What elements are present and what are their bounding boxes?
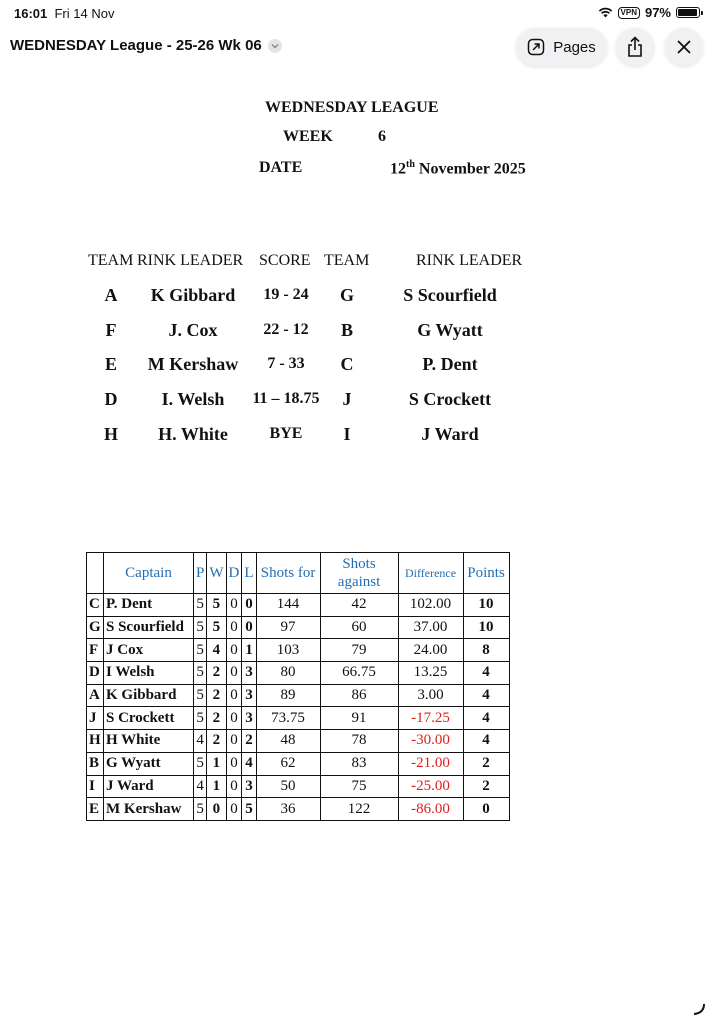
fixture-score: 22 - 12 [263, 321, 309, 338]
cell-drawn: 0 [226, 798, 242, 821]
cell-captain: P. Dent [104, 594, 194, 617]
close-icon [676, 39, 692, 55]
cell-lost: 3 [242, 684, 256, 707]
fixture-leader-2: J Ward [421, 424, 479, 444]
cell-points: 2 [463, 752, 509, 775]
cell-points: 10 [463, 594, 509, 617]
fixture-team-2: C [340, 354, 354, 374]
close-button[interactable] [665, 28, 703, 66]
chevron-down-icon[interactable] [268, 39, 282, 53]
cell-shots-for: 73.75 [256, 707, 320, 730]
cell-shots-against: 66.75 [320, 662, 398, 685]
share-button[interactable] [616, 28, 654, 66]
cell-won: 2 [207, 684, 226, 707]
cell-drawn: 0 [226, 775, 242, 798]
cell-shots-for: 97 [256, 616, 320, 639]
pages-label: Pages [553, 38, 596, 56]
fixture-leader-1: I. Welsh [161, 389, 225, 409]
date-label: DATE [259, 159, 303, 176]
cell-team: E [87, 798, 104, 821]
cell-points: 4 [463, 684, 509, 707]
cell-lost: 3 [242, 707, 256, 730]
cell-shots-against: 122 [320, 798, 398, 821]
fixture-team-1: F [105, 320, 117, 340]
cell-won: 2 [207, 662, 226, 685]
cell-won: 2 [207, 707, 226, 730]
cell-won: 2 [207, 730, 226, 753]
header-drawn: D [226, 553, 242, 594]
open-external-icon [527, 38, 545, 56]
cell-won: 1 [207, 752, 226, 775]
cell-won: 0 [207, 798, 226, 821]
header-lost: L [242, 553, 256, 594]
cell-played: 5 [194, 752, 207, 775]
table-body [87, 594, 510, 821]
cell-team: F [87, 639, 104, 662]
week-value: 6 [378, 128, 386, 145]
pages-button[interactable] [516, 28, 607, 66]
status-time-date [14, 6, 114, 21]
cell-difference: -25.00 [398, 775, 463, 798]
cell-drawn: 0 [226, 684, 242, 707]
cell-captain: S Crockett [104, 707, 194, 730]
table-row [87, 639, 510, 662]
cell-captain: G Wyatt [104, 752, 194, 775]
share-icon [626, 36, 644, 58]
cell-shots-against: 60 [320, 616, 398, 639]
cell-shots-for: 48 [256, 730, 320, 753]
fixture-team-2: J [342, 389, 352, 409]
fixture-score: 11 – 18.75 [252, 390, 320, 407]
fixture-header-leader-2: RINK LEADER [416, 252, 523, 269]
table-row [87, 730, 510, 753]
fixture-leader-2: S Crockett [408, 389, 492, 409]
fixture-team-2: G [339, 285, 355, 305]
cell-drawn: 0 [226, 616, 242, 639]
cell-difference: 37.00 [398, 616, 463, 639]
cell-drawn: 0 [226, 707, 242, 730]
cell-shots-against: 86 [320, 684, 398, 707]
table-row [87, 616, 510, 639]
fixture-leader-2: S Scourfield [403, 285, 497, 305]
cell-shots-for: 80 [256, 662, 320, 685]
cell-shots-for: 144 [256, 594, 320, 617]
cell-shots-for: 36 [256, 798, 320, 821]
fixture-team-2: I [343, 424, 351, 444]
fixture-team-1: A [104, 285, 118, 305]
cell-drawn: 0 [226, 662, 242, 685]
cell-shots-against: 75 [320, 775, 398, 798]
fixture-leader-1: K Gibbard [150, 285, 236, 305]
cell-difference: 3.00 [398, 684, 463, 707]
cell-captain: S Scourfield [104, 616, 194, 639]
cell-captain: J Ward [104, 775, 194, 798]
header-difference: Difference [398, 553, 463, 594]
cell-captain: K Gibbard [104, 684, 194, 707]
fixture-score: BYE [269, 425, 303, 442]
cell-team: B [87, 752, 104, 775]
cell-team: H [87, 730, 104, 753]
cell-difference: -86.00 [398, 798, 463, 821]
cell-shots-for: 50 [256, 775, 320, 798]
header-shots-against-line1: Shots [342, 556, 376, 572]
cell-points: 2 [463, 775, 509, 798]
cell-captain: J Cox [104, 639, 194, 662]
vpn-badge: VPN [618, 7, 640, 19]
cell-shots-against: 83 [320, 752, 398, 775]
cell-lost: 4 [242, 752, 256, 775]
cell-team: C [87, 594, 104, 617]
cell-won: 4 [207, 639, 226, 662]
date-rest: November 2025 [418, 160, 526, 178]
fixture-header-team-1: TEAM [88, 252, 134, 269]
fixture-score: 7 - 33 [267, 355, 305, 372]
header-won: W [207, 553, 226, 594]
cell-played: 5 [194, 639, 207, 662]
document-title: WEDNESDAY League - 25-26 Wk 06 [10, 37, 262, 54]
table-row [87, 662, 510, 685]
cell-lost: 0 [242, 594, 256, 617]
date-day: 12 [390, 160, 406, 178]
fixture-leader-1: M Kershaw [147, 354, 239, 374]
cell-drawn: 0 [226, 752, 242, 775]
cell-team: A [87, 684, 104, 707]
league-table [86, 552, 510, 821]
header-team [87, 553, 104, 594]
table-row [87, 798, 510, 821]
cell-shots-for: 62 [256, 752, 320, 775]
cell-difference: -17.25 [398, 707, 463, 730]
cell-captain: H White [104, 730, 194, 753]
cell-points: 8 [463, 639, 509, 662]
cell-difference: -30.00 [398, 730, 463, 753]
cell-played: 5 [194, 594, 207, 617]
toolbar [0, 26, 712, 68]
fixture-leader-2: G Wyatt [417, 320, 483, 340]
fixture-leader-1: J. Cox [168, 320, 218, 340]
cell-lost: 1 [242, 639, 256, 662]
table-header-row [87, 553, 510, 594]
cell-difference: 13.25 [398, 662, 463, 685]
header-shots-for: Shots for [256, 553, 320, 594]
cell-lost: 2 [242, 730, 256, 753]
fixture-header-score: SCORE [259, 252, 311, 269]
cell-points: 4 [463, 662, 509, 685]
cell-lost: 5 [242, 798, 256, 821]
cell-shots-against: 78 [320, 730, 398, 753]
cell-difference: 24.00 [398, 639, 463, 662]
cell-played: 5 [194, 662, 207, 685]
cell-played: 5 [194, 707, 207, 730]
cell-points: 0 [463, 798, 509, 821]
cell-lost: 0 [242, 616, 256, 639]
cell-captain: I Welsh [104, 662, 194, 685]
header-shots-against [320, 553, 398, 594]
table-row [87, 752, 510, 775]
cell-drawn: 0 [226, 639, 242, 662]
cell-won: 5 [207, 594, 226, 617]
cell-shots-against: 79 [320, 639, 398, 662]
cell-drawn: 0 [226, 594, 242, 617]
status-time: 16:01 [14, 6, 48, 21]
date-suffix: th [406, 159, 415, 170]
week-label: WEEK [283, 128, 333, 145]
cell-drawn: 0 [226, 730, 242, 753]
header-points: Points [463, 553, 509, 594]
cell-won: 5 [207, 616, 226, 639]
cell-team: J [87, 707, 104, 730]
fixture-leader-1: H. White [158, 424, 228, 444]
fixture-header-leader-1: RINK LEADER [137, 252, 244, 269]
fixture-team-2: B [340, 320, 354, 340]
status-bar [0, 0, 712, 26]
fixture-leader-2: P. Dent [422, 354, 478, 374]
battery-percent: 97% [644, 5, 671, 20]
table-row [87, 594, 510, 617]
cell-shots-for: 103 [256, 639, 320, 662]
date-value [390, 159, 526, 178]
cell-points: 10 [463, 616, 509, 639]
cell-played: 5 [194, 798, 207, 821]
cell-points: 4 [463, 707, 509, 730]
cell-played: 4 [194, 775, 207, 798]
header-played: P [194, 553, 207, 594]
cell-difference: 102.00 [398, 594, 463, 617]
league-title: WEDNESDAY LEAGUE [265, 99, 439, 116]
status-date: Fri 14 Nov [54, 6, 115, 21]
table-row [87, 707, 510, 730]
cell-shots-against: 42 [320, 594, 398, 617]
cell-played: 5 [194, 616, 207, 639]
header-captain: Captain [104, 553, 194, 594]
cell-points: 4 [463, 730, 509, 753]
cell-shots-against: 91 [320, 707, 398, 730]
cell-team: I [87, 775, 104, 798]
cell-played: 4 [194, 730, 207, 753]
header-shots-against-line2: against [337, 574, 381, 590]
fixture-score: 19 - 24 [263, 286, 309, 303]
cell-difference: -21.00 [398, 752, 463, 775]
status-indicators [598, 5, 700, 20]
cell-won: 1 [207, 775, 226, 798]
fixture-header-team-2: TEAM [324, 252, 370, 269]
cell-lost: 3 [242, 775, 256, 798]
table-row [87, 684, 510, 707]
document-title-menu[interactable] [10, 37, 282, 54]
fixture-team-1: D [104, 389, 118, 409]
cell-lost: 3 [242, 662, 256, 685]
battery-icon [676, 7, 700, 18]
fixture-team-1: H [103, 424, 119, 444]
cell-played: 5 [194, 684, 207, 707]
page-curl-icon [692, 1002, 706, 1016]
cell-team: G [87, 616, 104, 639]
cell-team: D [87, 662, 104, 685]
table-row [87, 775, 510, 798]
fixture-team-1: E [104, 354, 118, 374]
cell-captain: M Kershaw [104, 798, 194, 821]
cell-shots-for: 89 [256, 684, 320, 707]
wifi-icon [598, 7, 613, 18]
